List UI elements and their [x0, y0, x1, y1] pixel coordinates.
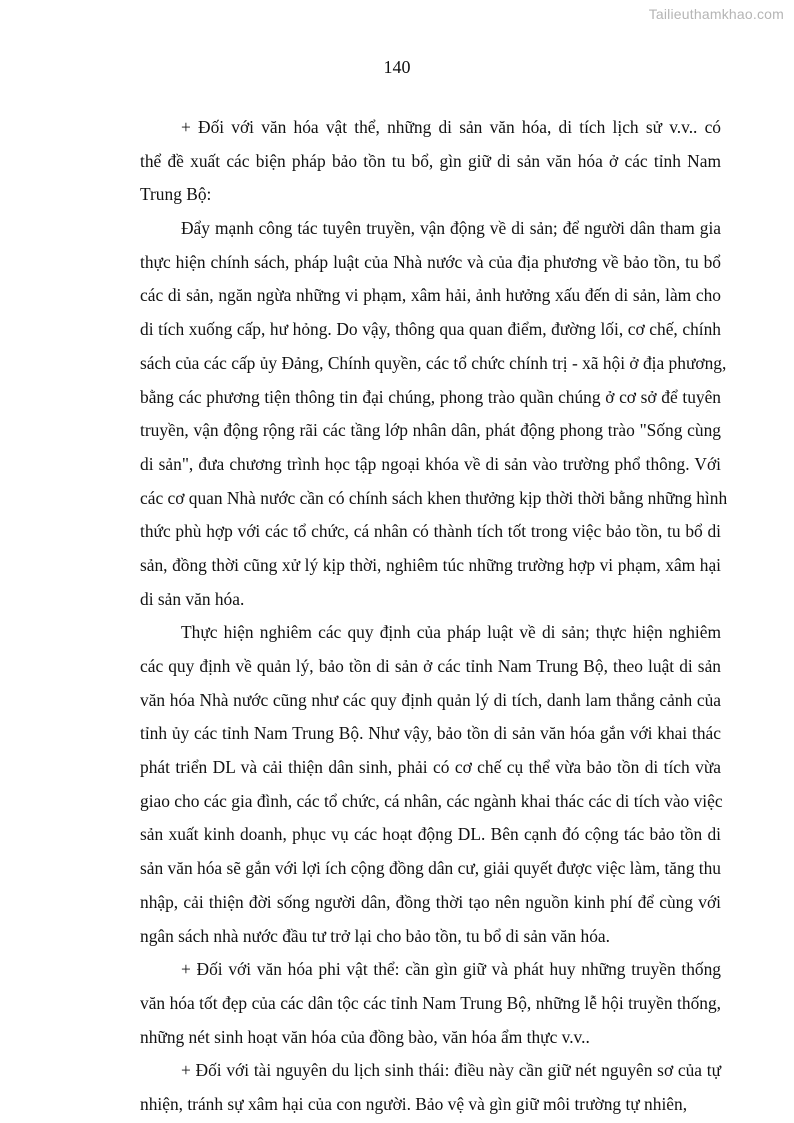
text-line: sản xuất kinh doanh, phục vụ các hoạt động DL. Bên cạnh đó cộng tác bảo tồn di: [140, 824, 721, 845]
page-number: 140: [383, 57, 411, 77]
paragraph: [140, 212, 728, 616]
text-line: những nét sinh hoạt văn hóa của đồng bào, văn hóa ẩm thực v.v..: [140, 1026, 590, 1047]
text-line: truyền, vận động rộng rãi các tầng lớp nhân dân, phát động phong trào "Sống cùng: [140, 420, 721, 441]
text-line: di tích xuống cấp, hư hỏng. Do vậy, thông qua quan điểm, đường lối, cơ chế, chính: [140, 319, 721, 340]
text-line: bằng các phương tiện thông tin đại chúng, phong trào quần chúng ở cơ sở để tuyên: [140, 386, 721, 407]
text-line: + Đối với tài nguyên du lịch sinh thái: điều này cần giữ nét nguyên sơ của tự: [181, 1060, 721, 1081]
text-line: sản văn hóa sẽ gắn với lợi ích cộng đồng dân cư, giải quyết được việc làm, tăng thu: [140, 858, 721, 879]
document-body: [140, 111, 728, 1122]
text-line: phát triển DL và cải thiện dân sinh, phải có cơ chế cụ thể vừa bảo tồn di tích vừa: [140, 757, 721, 778]
text-line: văn hóa tốt đẹp của các dân tộc các tỉnh Nam Trung Bộ, những lễ hội truyền thống,: [140, 992, 721, 1013]
paragraph: [140, 616, 721, 953]
text-line: Trung Bộ:: [140, 184, 212, 205]
text-line: Đẩy mạnh công tác tuyên truyền, vận động về di sản; để người dân tham gia: [181, 218, 721, 239]
text-line: di sản văn hóa.: [140, 588, 245, 609]
text-line: các quy định về quản lý, bảo tồn di sản ở các tỉnh Nam Trung Bộ, theo luật di sản: [140, 656, 721, 676]
text-line: di sản", đưa chương trình học tập ngoại khóa về di sản vào trường phổ thông. Với: [140, 453, 721, 474]
paragraph: [140, 1054, 721, 1121]
text-line: nhập, cải thiện đời sống người dân, đồng thời tạo nên nguồn kinh phí để cùng với: [140, 891, 721, 912]
text-line: sản, đồng thời cũng xử lý kịp thời, nghiêm túc những trường hợp vi phạm, xâm hại: [140, 554, 721, 575]
text-line: ngân sách nhà nước đầu tư trở lại cho bảo tồn, tu bổ di sản văn hóa.: [140, 925, 610, 946]
text-line: văn hóa Nhà nước cũng như các quy định quản lý di tích, danh lam thắng cảnh của: [140, 689, 721, 710]
text-line: thực hiện chính sách, pháp luật của Nhà nước và của địa phương về bảo tồn, tu bổ: [140, 251, 721, 272]
watermark: Tailieuthamkhao.com: [648, 6, 784, 22]
text-line: các di sản, ngăn ngừa những vi phạm, xâm hải, ảnh hưởng xấu đến di sản, làm cho: [140, 285, 721, 306]
text-line: thức phù hợp với các tổ chức, cá nhân có thành tích tốt trong việc bảo tồn, tu bổ di: [140, 521, 721, 542]
text-line: các cơ quan Nhà nước cần có chính sách khen thưởng kịp thời thời bằng những hình: [140, 487, 728, 508]
paragraph: [140, 111, 721, 212]
text-line: Thực hiện nghiêm các quy định của pháp luật về di sản; thực hiện nghiêm: [181, 622, 721, 643]
text-line: giao cho các gia đình, các tổ chức, cá nhân, các ngành khai thác các di tích vào việc: [140, 790, 723, 811]
text-line: thể đề xuất các biện pháp bảo tồn tu bổ, gìn giữ di sản văn hóa ở các tỉnh Nam: [140, 150, 721, 171]
text-line: + Đối với văn hóa phi vật thể: cần gìn giữ và phát huy những truyền thống: [181, 959, 721, 980]
text-line: + Đối với văn hóa vật thể, những di sản văn hóa, di tích lịch sử v.v.. có: [181, 117, 721, 137]
text-line: nhiện, tránh sự xâm hại của con người. Bảo vệ và gìn giữ môi trường tự nhiên,: [140, 1093, 688, 1114]
paragraph: [140, 953, 721, 1054]
text-line: tỉnh ủy các tỉnh Nam Trung Bộ. Như vậy, bảo tồn di sản văn hóa gắn với khai thác: [140, 723, 721, 744]
text-line: sách của các cấp ủy Đảng, Chính quyền, các tổ chức chính trị - xã hội ở địa phương,: [140, 352, 727, 373]
